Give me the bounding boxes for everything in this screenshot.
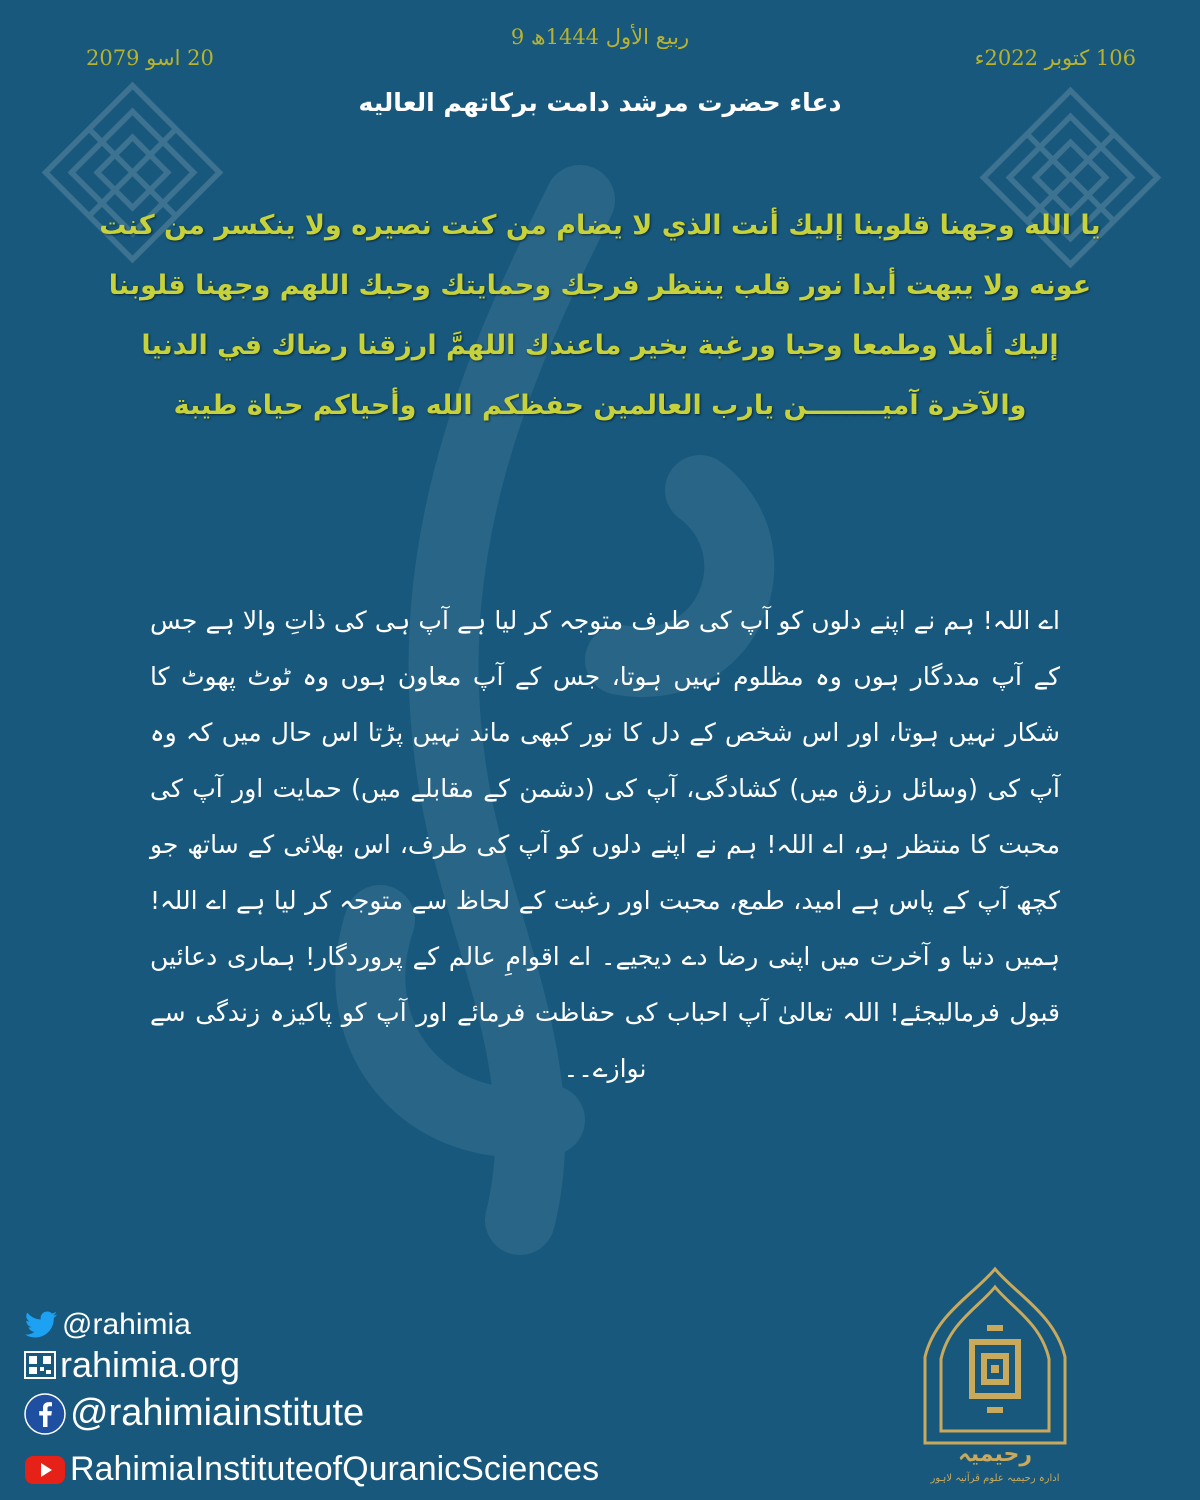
- website-url: rahimia.org: [60, 1344, 241, 1385]
- facebook-handle: @rahimiainstitute: [70, 1392, 365, 1434]
- twitter-link[interactable]: [24, 1308, 191, 1342]
- bikram-sambat-date: 20 اسو 2079: [86, 46, 214, 70]
- gregorian-date: 106 کتوبر 2022ء: [974, 46, 1136, 70]
- twitter-bird-icon: [24, 1311, 58, 1339]
- qr-grid-icon: [24, 1351, 56, 1379]
- youtube-link[interactable]: [24, 1450, 599, 1489]
- youtube-play-icon: [24, 1455, 66, 1485]
- youtube-channel: RahimiaInstituteofQuranicSciences: [70, 1450, 600, 1488]
- website-link[interactable]: [24, 1344, 240, 1386]
- logo-subtitle: ادارہ رحیمیہ علوم قرآنیہ لاہور: [930, 1473, 1060, 1484]
- page-title: دعاء حضرت مرشد دامت برکاتهم العالیه: [358, 88, 842, 117]
- rahimia-logo: [905, 1265, 1085, 1490]
- arabic-dua-text: يا الله وجهنا قلوبنا إليك أنت الذي لا يضام من كنت نصيره ولا ينكسر من كنت عونه ولا يبهت أبدا نور قلب ينتظر فرجك وحمايتك وحبك اللهم وجهنا قلوبنا إليك أملا وطمعا وحبا ورغبة بخير ماعندك اللهمَّ ارزقنا رضاك في الدنيا والآخرة آميــــــــن يارب العالمين حفظكم الله وأحياكم حياة طيبة: [99, 210, 1101, 421]
- twitter-handle: @rahimia: [62, 1308, 191, 1341]
- facebook-f-icon: [24, 1393, 66, 1435]
- facebook-link[interactable]: [24, 1392, 364, 1435]
- logo-title: رحیمیہ: [957, 1442, 1033, 1467]
- hijri-date: 9 ربیع الأول 1444ھ: [510, 25, 690, 49]
- urdu-translation-text: اے اللہ! ہم نے اپنے دلوں کو آپ کی طرف متوجہ کر لیا ہے آپ ہی کی ذاتِ والا ہے جس کے آپ مددگار ہوں وہ مظلوم نہیں ہوتا، جس کے آپ معاون ہوں وہ ٹوٹ پھوٹ کا شکار نہیں ہوتا، اور اس شخص کے دل کا نور کبھی ماند نہیں پڑتا اس حال میں کہ وہ آپ کی (وسائل رزق میں) کشادگی، آپ کی (دشمن کے مقابلے میں) حمایت اور آپ کی محبت کا منتظر ہو، اے اللہ! ہم نے اپنے دلوں کو آپ کی طرف، اس بھلائی کے ساتھ جو کچھ آپ کے پاس ہے امید، طمع، محبت اور رغبت کے لحاظ سے متوجہ کر لیا ہے اے اللہ! ہمیں دنیا و آخرت میں اپنی رضا دے دیجیے۔ اے اقوامِ عالم کے پروردگار! ہماری دعائیں قبول فرمالیجئے! اللہ تعالیٰ آپ احباب کی حفاظت فرمائے اور آپ کو پاکیزہ زندگی سے نوازے۔۔: [150, 606, 1060, 1083]
